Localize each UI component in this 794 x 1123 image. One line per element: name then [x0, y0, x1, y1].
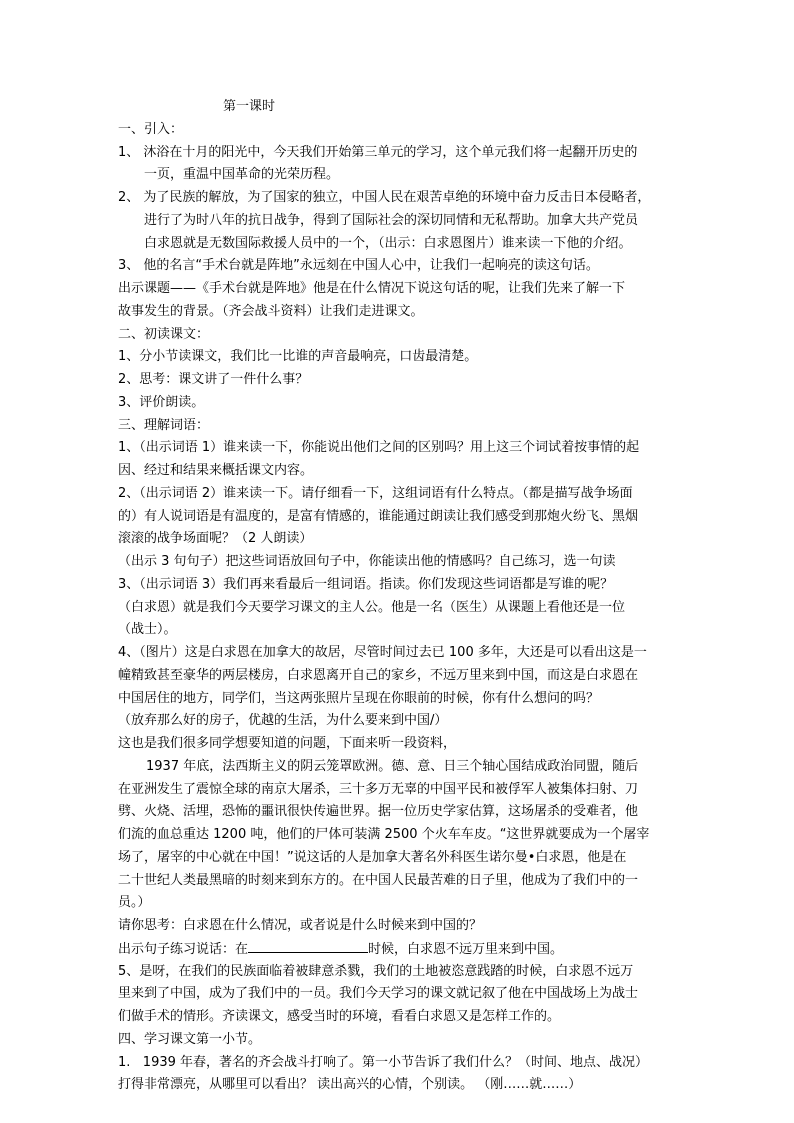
paragraph-line: 二十世纪人类最黑暗的时刻来到东方的。在中国人民最苦难的日子里，他成为了我们中的一 [118, 872, 639, 888]
section-heading-vocabulary: 三、理解词语： [118, 417, 210, 433]
paragraph-line: 打得非常漂亮，从哪里可以看出？ 读出高兴的心情，个别读。 （刚……就……） [118, 1077, 582, 1093]
section-heading-introduction: 一、引入： [118, 121, 184, 137]
paragraph-line: 劈、火烧、活埋，恐怖的噩讯很快传遍世界。据一位历史学家估算，这场屠杀的受难者，他 [118, 804, 639, 820]
paragraph-line: 员。） [118, 895, 151, 911]
paragraph-line: 场了，屠宰的中心就在中国！”说这话的人是加拿大著名外科医生诺尔曼•白求恩，他是在 [118, 849, 627, 865]
paragraph-line: 1、 沐浴在十月的阳光中，今天我们开始第三单元的学习，这个单元我们将一起翻开历史的 [118, 144, 638, 160]
paragraph-line: 因、经过和结果来概括课文内容。 [118, 463, 314, 478]
paragraph-line: 中国居住的地方，同学们，当这两张照片呈现在你眼前的时候，你有什么想问的吗？ [118, 690, 600, 706]
paragraph-line: 们流的血总重达 1200 吨，他们的尸体可装满 2500 个火车车皮。“这世界就要成为一个屠宰 [118, 827, 650, 842]
paragraph-line: 2、（出示词语 2）谁来读一下。请仔细看一下，这组词语有什么特点。（都是描写战争场面 [118, 485, 633, 501]
paragraph-line: 滚滚的战争场面呢？（2 人朗读） [118, 531, 313, 547]
paragraph-line: 的）有人说词语是有温度的，是富有情感的，谁能通过朗读让我们感受到那炮火纷飞、黑烟 [118, 508, 639, 524]
paragraph-line: 这也是我们很多同学想要知道的问题，下面来听一段资料， [118, 736, 457, 751]
paragraph-line: 一页，重温中国革命的光荣历程。 [144, 167, 340, 183]
paragraph-line: 在亚洲发生了震惊全球的南京大屠杀，三十多万无辜的中国平民和被俘军人被集体扫射、刀 [118, 781, 639, 797]
document-body [118, 96, 678, 1097]
paragraph-line: （出示 3 句句子）把这些词语放回句子中，你能读出他的情感吗？自己练习，选一句读 [118, 554, 616, 569]
paragraph-line: 2、思考：课文讲了一件什么事？ [118, 372, 309, 387]
paragraph-line: 里来到了中国，成为了我们中的一员。我们今天学习的课文就记叙了他在中国战场上为战士 [118, 986, 639, 1002]
paragraph-line: 3、 他的名言“手术台就是阵地”永远刻在中国人心中，让我们一起响亮的读这句话。 [118, 258, 599, 274]
fill-in-blank [248, 938, 368, 953]
paragraph-line: 故事发生的背景。（齐会战斗资料）让我们走进课文。 [118, 303, 424, 319]
paragraph-line: 3、评价朗读。 [118, 394, 205, 410]
section-heading-first-reading: 二、初读课文： [118, 326, 210, 342]
paragraph-line: 2、 为了民族的解放，为了国家的独立，中国人民在艰苦卓绝的环境中奋力反击日本侵略者， [118, 190, 651, 205]
paragraph-line: 3、（出示词语 3）我们再来看最后一组词语。指读。你们发现这些词语都是写谁的呢？ [118, 576, 614, 592]
paragraph-line: 请你思考：白求恩在什么情况，或者说是什么时候来到中国的？ [118, 918, 483, 933]
paragraph-line: 4、（图片）这是白求恩在加拿大的故居，尽管时间过去已 100 多年，大还是可以看出这是一 [118, 645, 647, 660]
paragraph-line: 1、（出示词语 1）谁来读一下，你能说出他们之间的区别吗？用上这三个词试着按事情的起 [118, 440, 640, 456]
paragraph-line: 幢精致甚至豪华的两层楼房，白求恩离开自己的家乡，不远万里来到中国，而这是白求恩在 [118, 667, 639, 683]
paragraph-line: 进行了为时八年的抗日战争，得到了国际社会的深切同情和无私帮助。加拿大共产党员 [144, 212, 639, 228]
lesson-title: 第一课时 [223, 99, 276, 114]
paragraph-line: 5、是呀，在我们的民族面临着被肆意杀戮，我们的土地被恣意践踏的时候，白求恩不远万 [118, 963, 634, 979]
paragraph-line: （放弃那么好的房子，优越的生活，为什么要来到中国/） [118, 713, 448, 729]
paragraph-line: （白求恩）就是我们今天要学习课文的主人公。他是一名（医生）从课题上看他还是一位 [118, 599, 626, 615]
paragraph-line: 白求恩就是无数国际救援人员中的一个，（出示：白求恩图片）谁来读一下他的介绍。 [144, 235, 632, 251]
paragraph-line: 1937 年底，法西斯主义的阴云笼罩欧洲。德、意、日三个轴心国结成政治同盟，随后 [146, 758, 639, 774]
fill-in-suffix: 时候，白求恩不远万里来到中国。 [368, 941, 564, 957]
fill-in-sentence-line [118, 938, 678, 961]
paragraph-line: 们做手术的情形。齐读课文，感受当时的环境，看看白求恩又是怎样工作的。 [118, 1009, 561, 1024]
fill-in-prefix: 出示句子练习说话：在 [118, 941, 249, 957]
paragraph-line: 出示课题——《手术台就是阵地》他是在什么情况下说这句话的呢，让我们先来了解一下 [118, 281, 626, 296]
paragraph-line: （战士）。 [118, 622, 177, 638]
paragraph-line: 1. 1939 年春，著名的齐会战斗打响了。第一小节告诉了我们什么？（时间、地点、战况） [118, 1054, 649, 1070]
paragraph-line: 1、分小节读课文，我们比一比谁的声音最响亮，口齿最清楚。 [118, 349, 478, 365]
section-heading-first-section: 四、学习课文第一小节。 [118, 1031, 262, 1047]
